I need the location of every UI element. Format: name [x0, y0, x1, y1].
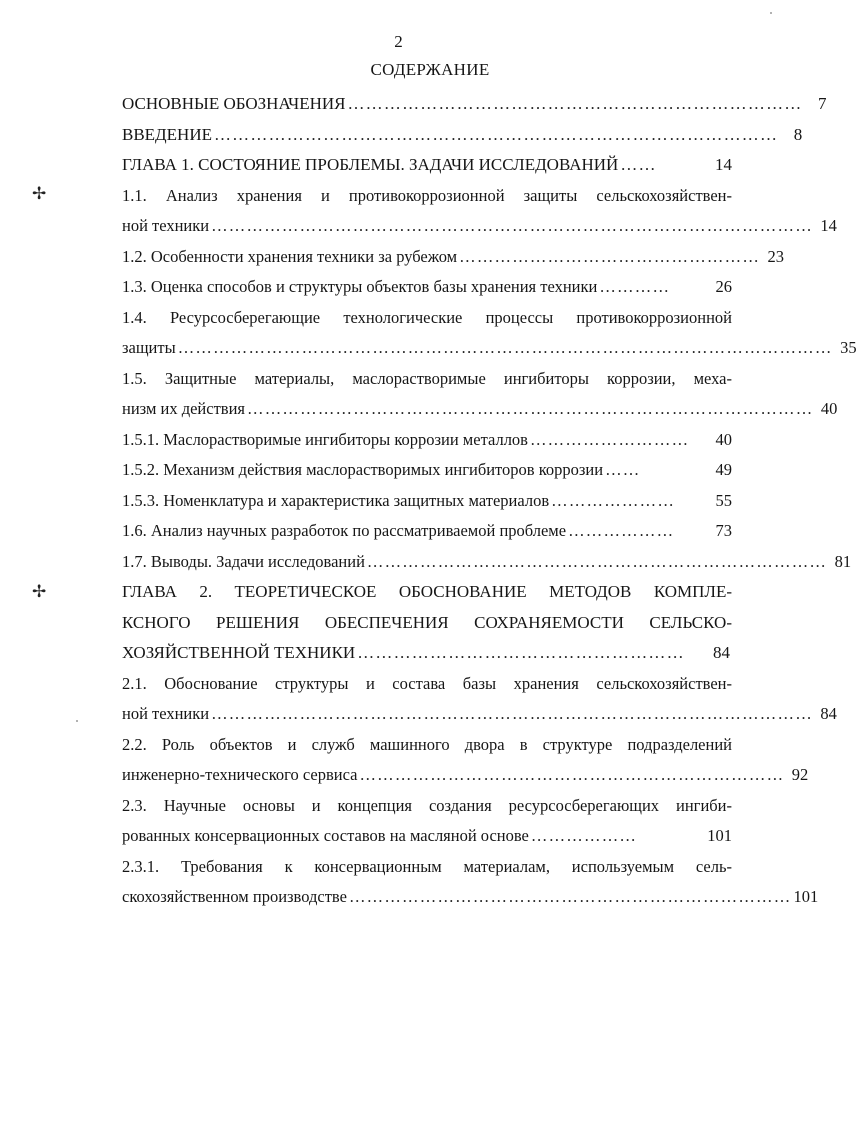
toc-entry[interactable]	[122, 150, 732, 181]
leader-dots: …………………	[551, 490, 676, 510]
toc-entry[interactable]	[122, 425, 732, 456]
toc-entry-line: КСНОГО РЕШЕНИЯ ОБЕСПЕЧЕНИЯ СОХРАНЯЕМОСТИ СЕЛЬСКО-	[122, 612, 732, 632]
toc-entry-page: 84	[713, 643, 730, 662]
toc-entry-page: 55	[715, 490, 732, 510]
toc-entry-page: 40	[715, 429, 732, 449]
toc-entry-line: 2.3. Научные основы и концепция создания ресурсосберегающих ингиби-	[122, 795, 732, 815]
toc-entry-page: 23	[767, 246, 785, 266]
toc-entry-title: 1.6. Анализ научных разработок по рассматриваемой проблеме	[122, 521, 567, 540]
toc-entry-line: 2.3.1. Требования к консервационным материалам, используемым сель-	[122, 856, 732, 876]
toc-entry[interactable]	[122, 791, 732, 852]
toc-entry-title: ГЛАВА 1. СОСТОЯНИЕ ПРОБЛЕМЫ. ЗАДАЧИ ИССЛЕДОВАНИЙ	[122, 155, 619, 174]
leader-dots: ………………	[530, 826, 638, 845]
toc-entry-page: 8	[793, 124, 803, 144]
toc-entry-page: 7	[817, 94, 827, 113]
toc-entry-title: 1.7. Выводы. Задачи исследований	[122, 551, 365, 571]
toc-entry[interactable]	[122, 120, 803, 151]
toc-entry-page: 84	[820, 704, 837, 723]
toc-entry[interactable]	[122, 577, 732, 669]
toc-entry-title: 1.5.2. Механизм действия маслорастворимых ингибиторов коррозии	[122, 460, 604, 479]
toc-entry[interactable]	[122, 455, 732, 486]
toc-entry[interactable]	[122, 89, 827, 120]
leader-dots: ……	[620, 155, 657, 174]
toc-entry[interactable]	[122, 547, 852, 578]
leader-dots: …………………………………………………………………	[347, 94, 803, 113]
toc-entry-title: низм их действия	[122, 399, 246, 418]
toc-entry-title: инженерно-технического сервиса	[122, 765, 358, 784]
toc-entry-page: 92	[791, 765, 809, 784]
leader-dots: ………………………	[529, 429, 690, 449]
margin-mark-top: ✢	[32, 184, 47, 204]
toc-entry-page: 14	[820, 216, 837, 235]
toc-title: СОДЕРЖАНИЕ	[370, 60, 490, 79]
leader-dots: ………………………………………………………………	[359, 765, 785, 784]
leader-dots: ……………………………………………	[459, 246, 761, 266]
toc-entry-title: 1.5.1. Маслорастворимые ингибиторы коррозии металлов	[122, 429, 528, 449]
toc-entry-page: 49	[715, 460, 732, 479]
toc-entry-page: 73	[715, 521, 732, 540]
page-number: 2	[394, 32, 403, 51]
toc-entry[interactable]	[122, 730, 809, 791]
toc-entry[interactable]	[122, 364, 838, 425]
toc-entry-title: ной техники	[122, 704, 210, 723]
scan-speck	[76, 720, 78, 722]
leader-dots: …………………………………………………………………………………………	[211, 704, 813, 723]
leader-dots: …………………………………………………………………	[348, 887, 792, 906]
leader-dots: ………………	[568, 521, 675, 540]
leader-dots: …………………………………………………………………………………………	[211, 216, 813, 235]
toc-entry-title: 1.3. Оценка способов и структуры объектов базы хранения техники	[122, 277, 598, 296]
toc-entry-page: 101	[793, 887, 819, 906]
toc-entry-line: 1.4. Ресурсосберегающие технологические процессы противокоррозионной	[122, 307, 732, 327]
scan-speck	[770, 12, 772, 14]
toc-entry-title: 1.2. Особенности хранения техники за рубежом	[122, 246, 458, 266]
leader-dots: ………………………………………………	[357, 643, 685, 662]
toc-entry[interactable]	[122, 272, 732, 303]
toc-entry-title: ХОЗЯЙСТВЕННОЙ ТЕХНИКИ	[122, 643, 356, 662]
toc-entry-line: 2.2. Роль объектов и служб машинного двора в структуре подразделений	[122, 734, 732, 754]
toc-entry-page: 35	[840, 338, 857, 357]
toc-entry-title: ВВЕДЕНИЕ	[122, 124, 212, 144]
toc-entry-page: 101	[707, 826, 732, 845]
leader-dots: …………	[599, 277, 671, 296]
toc-entry-line: 1.1. Анализ хранения и противокоррозионной защиты сельскохозяйствен-	[122, 185, 732, 205]
toc-entry-title: скохозяйственном производстве	[122, 887, 347, 906]
toc-entry[interactable]	[122, 669, 837, 730]
toc-entry-title: ной техники	[122, 216, 210, 235]
toc-entry-page: 81	[834, 551, 852, 571]
toc-entry-page: 40	[820, 399, 838, 418]
toc-entry-title: защиты	[122, 338, 176, 357]
toc-entry[interactable]	[122, 516, 732, 547]
toc-entry-title: 1.5.3. Номенклатура и характеристика защитных материалов	[122, 490, 550, 510]
toc-entry-title: ОСНОВНЫЕ ОБОЗНАЧЕНИЯ	[122, 94, 346, 113]
toc-entry[interactable]	[122, 852, 819, 913]
leader-dots: ……………………………………………………………………	[366, 551, 828, 571]
toc-entry-page: 14	[715, 155, 732, 174]
leader-dots: …………………………………………………………………………………………………	[177, 338, 833, 357]
leader-dots: ……	[605, 460, 641, 479]
toc-entry-title: рованных консервационных составов на масляной основе	[122, 826, 529, 845]
toc-entry-line: ГЛАВА 2. ТЕОРЕТИЧЕСКОЕ ОБОСНОВАНИЕ МЕТОДОВ КОМПЛЕ-	[122, 582, 732, 601]
leader-dots: ……………………………………………………………………………………	[247, 399, 814, 418]
toc-entry-line: 1.5. Защитные материалы, маслорастворимые ингибиторы коррозии, меха-	[122, 368, 732, 388]
table-of-contents	[122, 89, 857, 913]
toc-entry[interactable]	[122, 242, 785, 273]
toc-entry[interactable]	[122, 486, 732, 517]
toc-entry-page: 26	[715, 277, 732, 296]
margin-mark-bottom: ✢	[32, 582, 47, 602]
toc-entry-line: 2.1. Обоснование структуры и состава базы хранения сельскохозяйствен-	[122, 673, 732, 693]
leader-dots: …………………………………………………………………………………	[213, 124, 779, 144]
toc-entry[interactable]	[122, 181, 837, 242]
toc-entry[interactable]	[122, 303, 857, 364]
